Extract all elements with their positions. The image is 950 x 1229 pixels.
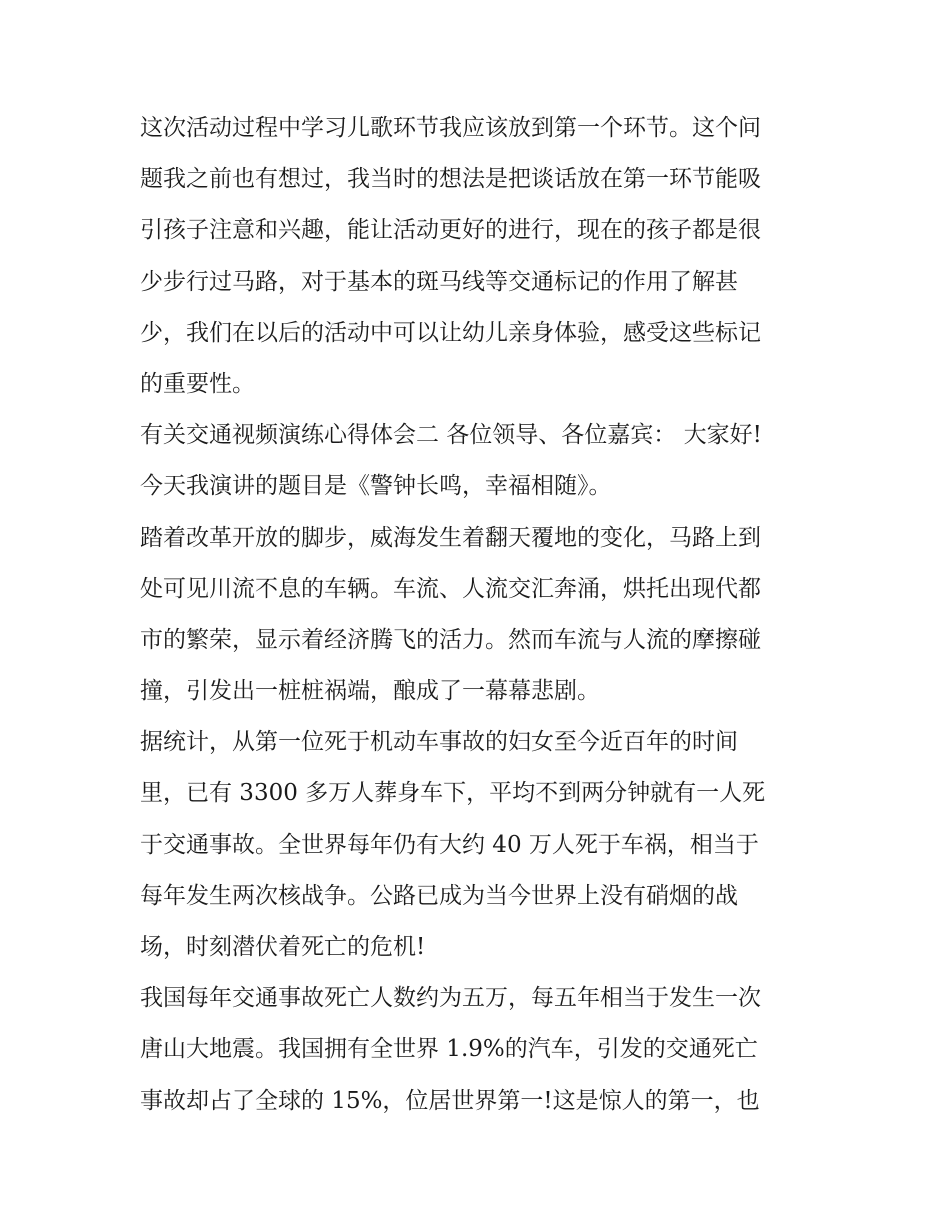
text-line: 引孩子注意和兴趣，能让活动更好的进行，现在的孩子都是很 [140,217,761,244]
text-line: 于交通事故。全世界每年仍有大约 40 万人死于车祸，相当于 [140,831,759,858]
text-line: 有关交通视频演练心得体会二 各位领导、各位嘉宾： 大家好! [140,422,762,449]
document-body [140,103,820,1127]
text-line: 市的繁荣，显示着经济腾飞的活力。然而车流与人流的摩擦碰 [140,626,761,653]
text-line: 事故却占了全球的 15%，位居世界第一!这是惊人的第一，也 [140,1087,760,1114]
text-line: 少步行过马路，对于基本的斑马线等交通标记的作用了解甚 [140,268,738,295]
text-line: 每年发生两次核战争。公路已成为当今世界上没有硝烟的战 [140,882,738,909]
text-line: 题我之前也有想过，我当时的想法是把谈话放在第一环节能吸 [140,166,761,193]
text-line: 场，时刻潜伏着死亡的危机! [140,934,426,960]
text-line: 这次活动过程中学习儿歌环节我应该放到第一个环节。这个问 [140,115,761,141]
text-line: 今天我演讲的题目是《警钟长鸣，幸福相随》。 [140,473,612,500]
text-line: 踏着改革开放的脚步，威海发生着翻天覆地的变化，马路上到 [140,524,761,551]
text-line: 里，已有 3300 多万人葬身车下，平均不到两分钟就有一人死 [140,780,766,807]
text-line: 少，我们在以后的活动中可以让幼儿亲身体验，感受这些标记 [140,319,761,346]
text-line: 的重要性。 [140,370,255,397]
text-line: 处可见川流不息的车辆。车流、人流交汇奔涌，烘托出现代都 [140,575,761,602]
text-line: 我国每年交通事故死亡人数约为五万，每五年相当于发生一次 [140,985,761,1012]
text-line: 唐山大地震。我国拥有全世界 1.9%的汽车，引发的交通死亡 [140,1036,758,1063]
text-line: 据统计，从第一位死于机动车事故的妇女至今近百年的时间 [140,729,738,756]
text-line: 撞，引发出一桩桩祸端，酿成了一幕幕悲剧。 [140,678,600,705]
